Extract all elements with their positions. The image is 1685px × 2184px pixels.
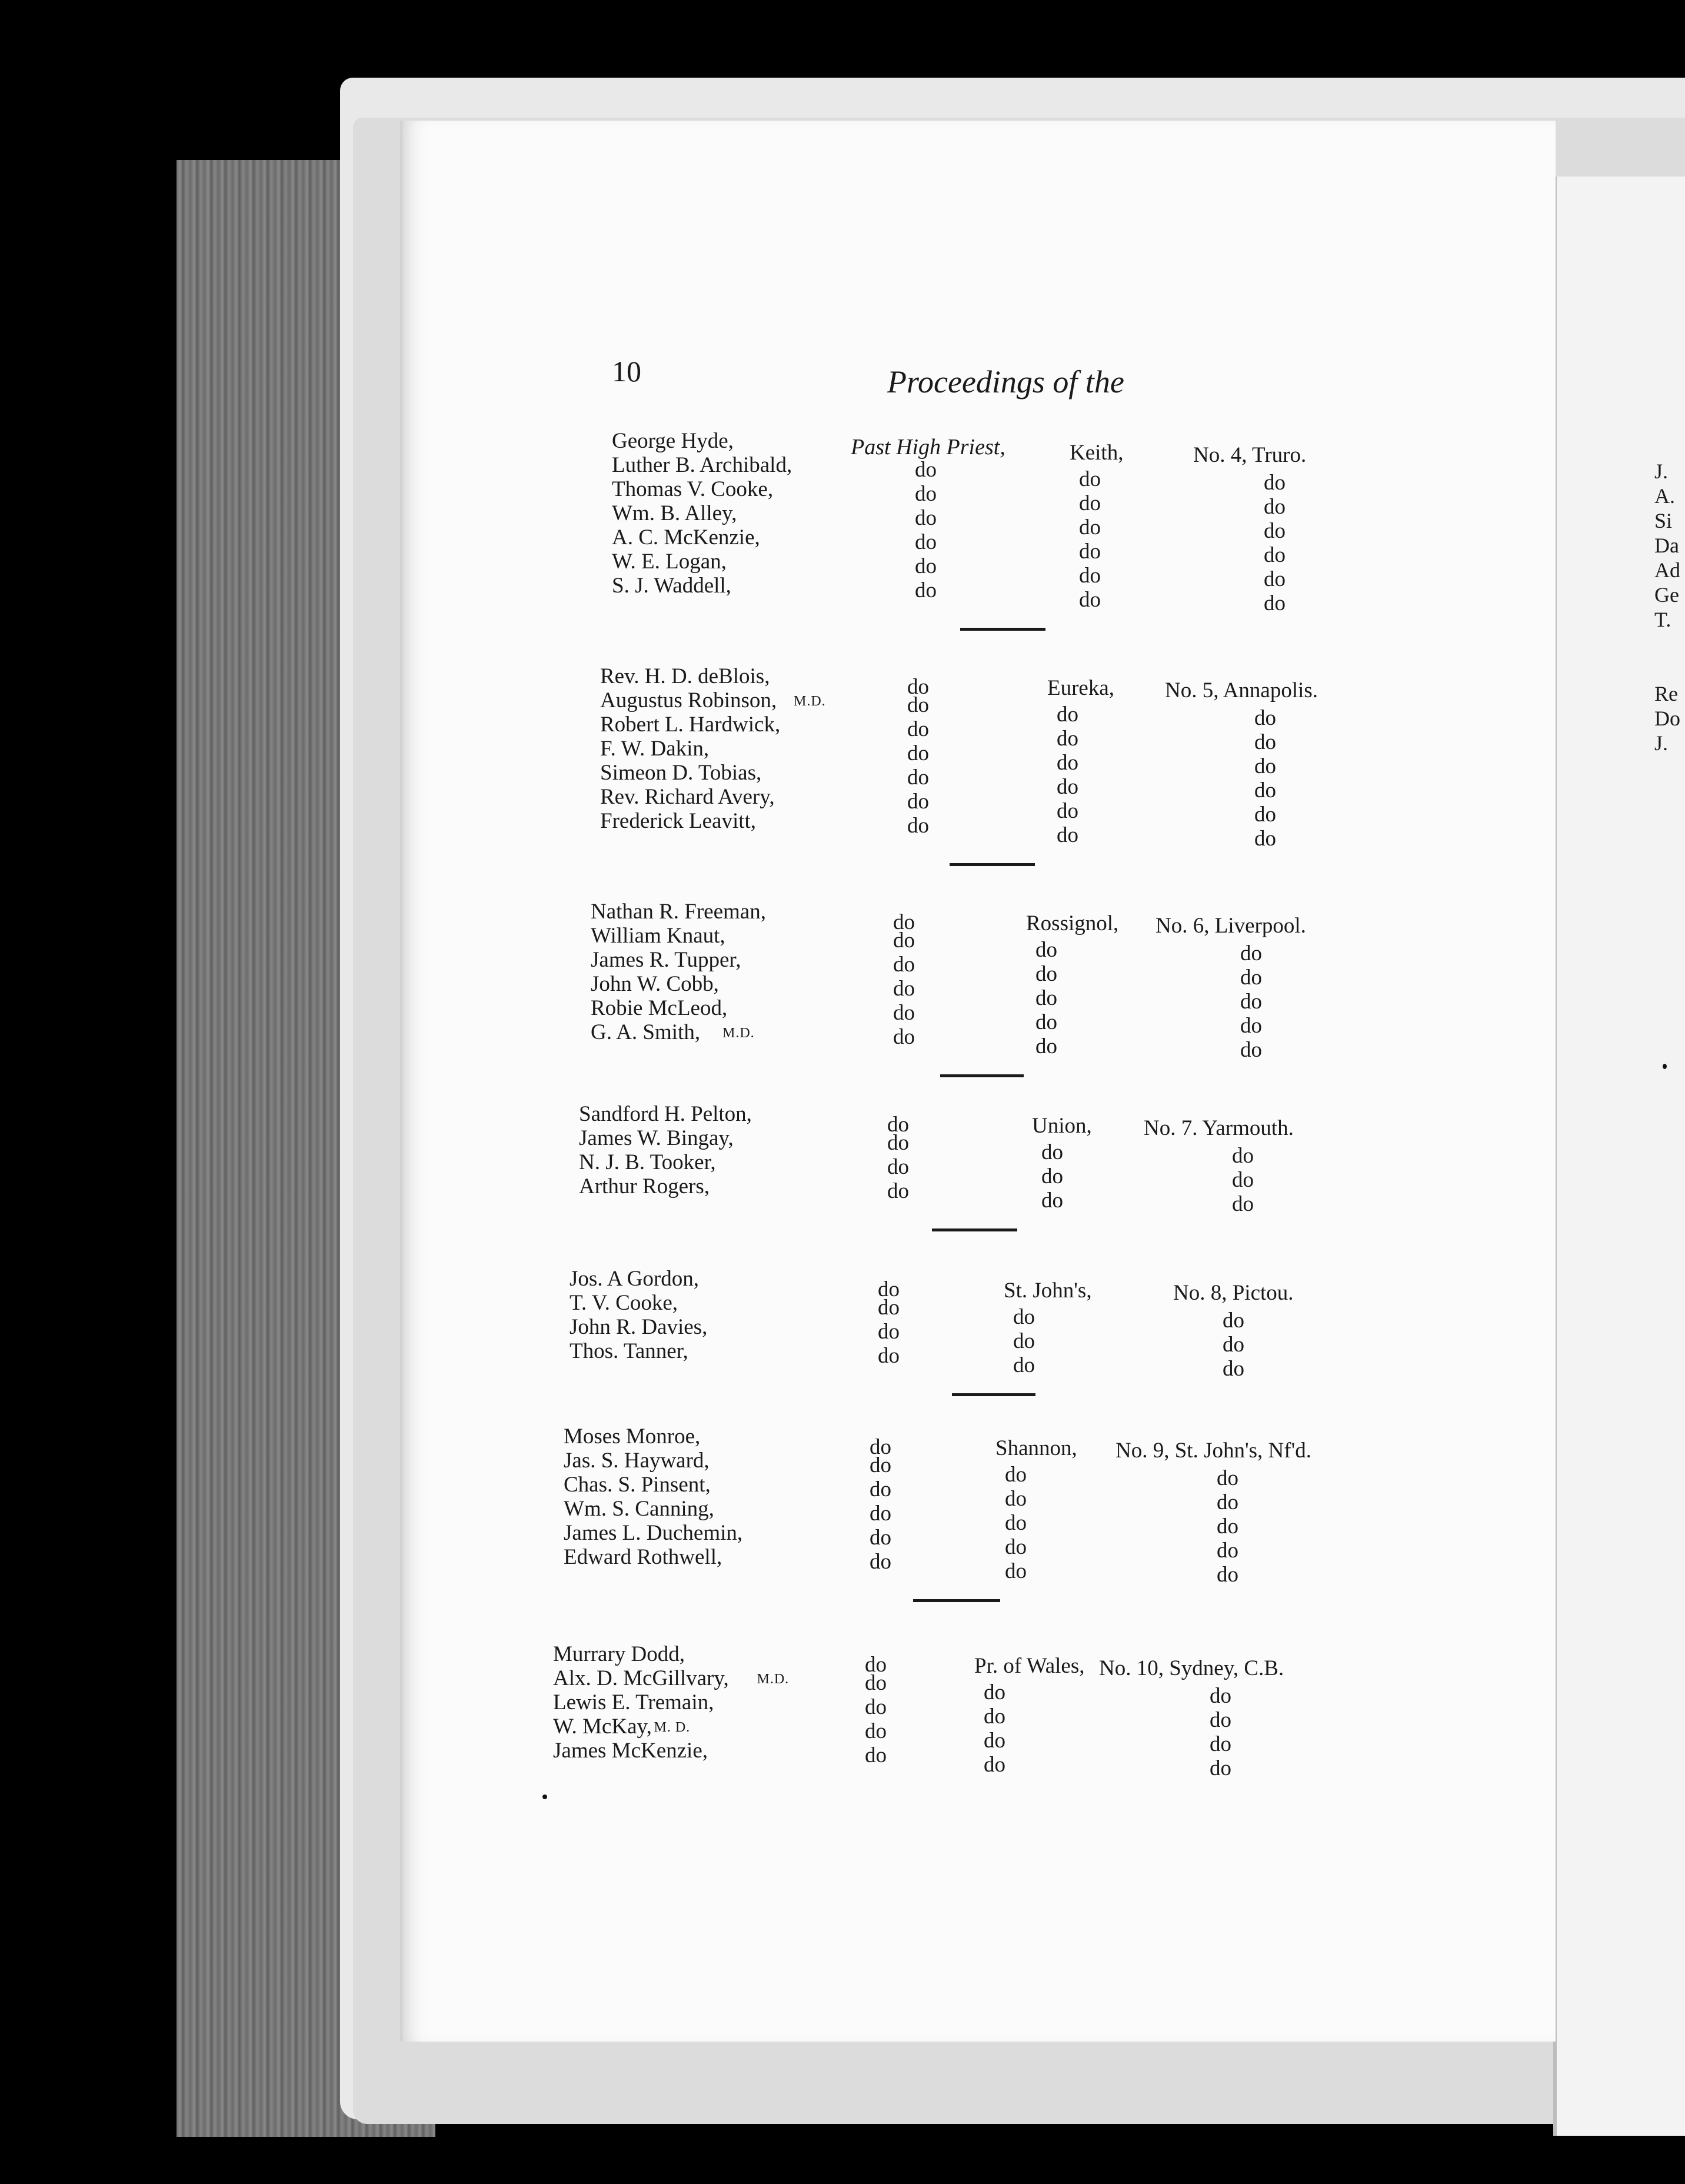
rank-ditto: do [893, 1001, 915, 1025]
running-title: Proceedings of the [887, 364, 1124, 399]
facing-page-fragment: Do [1654, 707, 1680, 730]
lodge-ditto: do [1232, 1144, 1254, 1168]
degree-suffix: M.D. [722, 1026, 755, 1041]
rank-ditto: do [907, 717, 929, 741]
member-name: Nathan R. Freeman, [591, 900, 766, 924]
member-name: S. J. Waddell, [612, 574, 731, 598]
facing-page-fragment: A. [1654, 484, 1675, 508]
rank-ditto: do [915, 530, 937, 554]
degree-suffix: M.D. [757, 1672, 790, 1687]
member-name: Arthur Rogers, [579, 1174, 710, 1198]
member-name: Thos. Tanner, [570, 1339, 688, 1363]
member-name: John R. Davies, [570, 1315, 708, 1339]
lodge-ditto: do [1210, 1684, 1231, 1708]
lodge-ditto: do [1217, 1539, 1238, 1563]
lodge-number-place: No. 8, Pictou. [1173, 1281, 1294, 1305]
chapter-ditto: do [1005, 1511, 1027, 1535]
chapter-ditto: do [984, 1704, 1005, 1729]
lodge-ditto: do [1254, 803, 1276, 827]
lodge-ditto: do [1223, 1357, 1244, 1381]
group-separator-rule [913, 1599, 1000, 1602]
lodge-ditto: do [1240, 966, 1262, 990]
member-name: Thomas V. Cooke, [612, 477, 774, 501]
member-name: Luther B. Archibald, [612, 453, 792, 477]
chapter-ditto: do [984, 1753, 1005, 1777]
facing-page-fragment: Re [1654, 682, 1678, 705]
lodge-number-place: No. 4, Truro. [1193, 443, 1307, 467]
lodge-ditto: do [1240, 990, 1262, 1014]
lodge-ditto: do [1264, 543, 1286, 567]
rank-ditto: do [887, 1131, 909, 1155]
member-name: Lewis E. Tremain, [553, 1690, 714, 1714]
member-name: Murrary Dodd, [553, 1642, 685, 1666]
rank-ditto: do [893, 928, 915, 953]
facing-page-fragment [1654, 632, 1680, 657]
member-name: James L. Duchemin, [564, 1521, 743, 1545]
chapter-ditto: do [1041, 1188, 1063, 1213]
chapter-name: St. John's, [1004, 1279, 1092, 1303]
rank-ditto: do [878, 1296, 900, 1320]
member-name: Rev. H. D. deBlois, [600, 664, 770, 688]
dust-speck [542, 1795, 547, 1799]
facing-page-fragment: Si [1654, 509, 1673, 532]
lodge-ditto: do [1254, 706, 1276, 730]
rank-ditto: do [907, 741, 929, 765]
facing-page-fragment: Da [1654, 534, 1679, 557]
member-name: Jas. S. Hayward, [564, 1449, 710, 1473]
group-separator-rule [952, 1393, 1035, 1396]
chapter-name: Eureka, [1047, 676, 1115, 700]
lodge-ditto: do [1232, 1168, 1254, 1192]
chapter-ditto: do [1079, 564, 1101, 588]
rank-ditto: do [865, 1695, 887, 1719]
member-name: G. A. Smith, [591, 1020, 701, 1044]
chapter-ditto: do [984, 1680, 1005, 1704]
lodge-ditto: do [1264, 471, 1286, 495]
chapter-ditto: do [1035, 986, 1057, 1010]
lodge-ditto: do [1264, 495, 1286, 519]
roster-row [0, 1174, 1530, 1216]
rank-ditto: do [870, 1435, 891, 1459]
chapter-ditto: do [1035, 1034, 1057, 1058]
rank-ditto: do [907, 693, 929, 717]
lodge-ditto: do [1217, 1490, 1238, 1514]
rank-ditto: do [893, 953, 915, 977]
facing-page-fragment: Ge [1654, 583, 1679, 607]
dust-speck [1663, 1064, 1667, 1069]
rank-ditto: do [907, 765, 929, 790]
member-name: Wm. S. Canning, [564, 1497, 714, 1521]
rank-ditto: do [865, 1671, 887, 1695]
page-number: 10 [612, 355, 641, 388]
facing-page-fragment: J. [1654, 731, 1669, 755]
chapter-name: Pr. of Wales, [974, 1654, 1085, 1678]
lodge-number-place: No. 6, Liverpool. [1155, 914, 1306, 938]
rank-ditto: do [865, 1719, 887, 1743]
chapter-name: Rossignol, [1026, 911, 1119, 935]
chapter-ditto: do [1013, 1329, 1035, 1353]
chapter-ditto: do [1013, 1353, 1035, 1377]
roster-row [0, 1738, 1530, 1780]
chapter-ditto: do [1005, 1559, 1027, 1583]
facing-page-text-fragments [1654, 459, 1680, 755]
lodge-ditto: do [1264, 567, 1286, 591]
rank-ditto: do [865, 1653, 887, 1677]
rank-ditto: do [893, 910, 915, 934]
member-name: Jos. A Gordon, [570, 1267, 699, 1291]
facing-page-fragment: J. [1654, 460, 1669, 483]
rank-ditto: do [893, 1025, 915, 1049]
lodge-ditto: do [1240, 941, 1262, 966]
member-name: Edward Rothwell, [564, 1545, 722, 1569]
member-name: Sandford H. Pelton, [579, 1102, 752, 1126]
lodge-ditto: do [1240, 1014, 1262, 1038]
roster-row [0, 1020, 1530, 1062]
chapter-ditto: do [1035, 962, 1057, 986]
chapter-name: Union, [1032, 1114, 1092, 1138]
lodge-ditto: do [1210, 1732, 1231, 1756]
lodge-ditto: do [1217, 1563, 1238, 1587]
rank-ditto: do [870, 1526, 891, 1550]
chapter-name: Shannon, [995, 1436, 1077, 1460]
group-separator-rule [950, 863, 1035, 866]
chapter-ditto: do [1041, 1164, 1063, 1188]
member-name: A. C. McKenzie, [612, 525, 760, 550]
member-name: W. E. Logan, [612, 550, 727, 574]
lodge-number-place: No. 5, Annapolis. [1165, 678, 1318, 703]
lodge-number-place: No. 9, St. John's, Nf'd. [1115, 1439, 1311, 1463]
lodge-ditto: do [1210, 1708, 1231, 1732]
degree-suffix: M. D. [654, 1720, 691, 1735]
roster-row [0, 1544, 1530, 1587]
chapter-ditto: do [1057, 799, 1078, 823]
rank-ditto: do [887, 1179, 909, 1203]
roster-row [0, 1339, 1530, 1381]
rank-ditto: do [870, 1477, 891, 1502]
member-name: W. McKay, [553, 1714, 652, 1739]
rank-ditto: do [887, 1155, 909, 1179]
facing-page-fragment: T. [1654, 608, 1671, 631]
chapter-ditto: do [1057, 775, 1078, 799]
rank-ditto: do [915, 506, 937, 530]
member-name: Wm. B. Alley, [612, 501, 737, 525]
lodge-number-place: No. 7. Yarmouth. [1144, 1116, 1294, 1140]
member-name: Robert L. Hardwick, [600, 713, 781, 737]
member-name: James McKenzie, [553, 1739, 708, 1763]
group-separator-rule [940, 1074, 1024, 1077]
member-name: T. V. Cooke, [570, 1291, 678, 1315]
lodge-ditto: do [1210, 1756, 1231, 1780]
lodge-ditto: do [1223, 1333, 1244, 1357]
chapter-ditto: do [984, 1729, 1005, 1753]
degree-suffix: M.D. [794, 694, 826, 709]
chapter-ditto: do [1005, 1487, 1027, 1511]
member-name: F. W. Dakin, [600, 737, 710, 761]
member-name: N. J. B. Tooker, [579, 1150, 716, 1174]
chapter-ditto: do [1041, 1140, 1063, 1164]
group-separator-rule [960, 628, 1045, 631]
lodge-number-place: No. 10, Sydney, C.B. [1099, 1656, 1284, 1680]
member-name: George Hyde, [612, 429, 734, 453]
member-name: Augustus Robinson, [600, 688, 777, 713]
member-name: Robie McLeod, [591, 996, 728, 1020]
lodge-ditto: do [1217, 1466, 1238, 1490]
member-name: James R. Tupper, [591, 948, 741, 972]
member-name: Moses Monroe, [564, 1424, 701, 1449]
chapter-ditto: do [1005, 1535, 1027, 1559]
lodge-ditto: do [1254, 827, 1276, 851]
chapter-ditto: do [1035, 1010, 1057, 1034]
lodge-ditto: do [1254, 754, 1276, 778]
member-name: Frederick Leavitt, [600, 809, 757, 833]
rank-ditto: do [870, 1550, 891, 1574]
lodge-ditto: do [1217, 1514, 1238, 1539]
lodge-ditto: do [1223, 1309, 1244, 1333]
rank-ditto: do [893, 977, 915, 1001]
rank-ditto: do [878, 1344, 900, 1368]
lodge-ditto: do [1240, 1038, 1262, 1062]
rank-ditto: do [907, 790, 929, 814]
chapter-ditto: do [1079, 491, 1101, 515]
rank-ditto: do [887, 1113, 909, 1137]
rank-ditto: do [915, 578, 937, 602]
group-separator-rule [932, 1228, 1017, 1231]
rank-ditto: do [915, 554, 937, 578]
facing-page-fragment [1654, 657, 1680, 681]
chapter-ditto: do [1035, 938, 1057, 962]
chapter-ditto: do [1057, 727, 1078, 751]
chapter-ditto: do [1013, 1305, 1035, 1329]
rank-ditto: do [915, 482, 937, 506]
chapter-name: Keith, [1070, 441, 1124, 465]
facing-page-fragment: Ad [1654, 558, 1680, 582]
rank-ditto: do [878, 1277, 900, 1301]
lodge-ditto: do [1254, 778, 1276, 803]
rank-ditto: do [870, 1502, 891, 1526]
chapter-ditto: do [1005, 1463, 1027, 1487]
member-name: Rev. Richard Avery, [600, 785, 775, 809]
rank-ditto: do [907, 675, 929, 699]
chapter-ditto: do [1057, 703, 1078, 727]
roster-row [0, 573, 1530, 615]
lodge-ditto: do [1264, 519, 1286, 543]
lodge-ditto: do [1232, 1192, 1254, 1216]
roster-row [0, 808, 1530, 851]
member-name: John W. Cobb, [591, 972, 719, 996]
lodge-ditto: do [1264, 591, 1286, 615]
member-name: Alx. D. McGillvary, [553, 1666, 729, 1690]
rank-ditto: do [870, 1453, 891, 1477]
member-name: Chas. S. Pinsent, [564, 1473, 711, 1497]
rank-ditto: do [915, 458, 937, 482]
lodge-ditto: do [1254, 730, 1276, 754]
column-header-rank: Past High Priest, [851, 435, 1005, 460]
chapter-ditto: do [1057, 823, 1078, 847]
chapter-ditto: do [1079, 467, 1101, 491]
chapter-ditto: do [1079, 588, 1101, 612]
rank-ditto: do [907, 814, 929, 838]
rank-ditto: do [878, 1320, 900, 1344]
member-name: James W. Bingay, [579, 1126, 734, 1150]
chapter-ditto: do [1079, 540, 1101, 564]
member-name: William Knaut, [591, 924, 725, 948]
member-name: Simeon D. Tobias, [600, 761, 762, 785]
chapter-ditto: do [1079, 515, 1101, 540]
chapter-ditto: do [1057, 751, 1078, 775]
rank-ditto: do [865, 1743, 887, 1767]
